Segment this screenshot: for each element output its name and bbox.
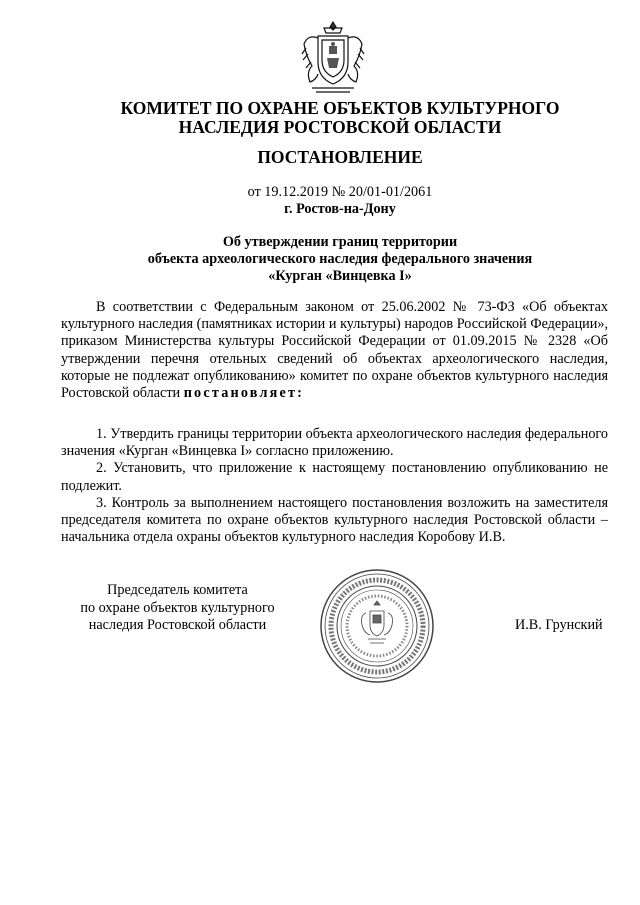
document-type: ПОСТАНОВЛЕНИЕ [257,147,423,167]
org-line-1: КОМИТЕТ ПО ОХРАНЕ ОБЪЕКТОВ КУЛЬТУРНОГО [120,98,560,118]
title-line-1: Об утверждении границ территории [222,234,458,250]
list-item: 1. Утвердить границы территории объекта археологического наследия федерального значения «Курган «Винцевка I» согласно приложению. [61,426,608,460]
organization-name [60,99,620,137]
preamble-text: В соответствии с Федеральным законом от 25.06.2002 № 73-ФЗ «Об объектах культурного наследия (памятниках истории и культуры) народов Российской Федерации», приказом Министерства культуры Российской Федерации от 01.09.2015 № 2328 «Об утверждении перечня отельных сведений об объектах археологического наследия, которые не подлежат опубликованию» комитет по охране объектов культурного наследия Ростовской области [61,299,608,402]
signatory-name: И.В. Грунский [515,617,603,633]
preamble [61,299,608,402]
city: г. Ростов-на-Дону [284,201,396,217]
org-line-2: НАСЛЕДИЯ РОСТОВСКОЙ ОБЛАСТИ [178,117,502,137]
date-number: от 19.12.2019 № 20/01-01/2061 [247,184,433,200]
coat-of-arms-icon [298,18,368,98]
decree-word: постановляет: [183,385,305,402]
date-and-number [60,184,620,218]
title-line-3: «Курган «Винцевка I» [268,268,412,284]
resolution-items [61,426,608,546]
document-title [60,234,620,285]
list-item: 3. Контроль за выполнением настоящего постановления возложить на заместителя председателя комитета по охране объектов культурного наследия Ростовской области – начальника отдела охраны объектов культурного наследия Коробову И.В. [61,494,608,546]
position-line-3: наследия Ростовской области [88,617,267,633]
preamble-paragraph [61,299,608,402]
title-line-2: объекта археологического наследия федерального значения [147,251,533,267]
position-line-2: по охране объектов культурного [80,599,275,616]
signatory-position [60,582,295,635]
list-item: 2. Установить, что приложение к настоящему постановлению опубликованию не подлежит. [61,460,608,494]
official-seal-icon [318,567,436,685]
position-line-1: Председатель комитета [107,582,248,598]
